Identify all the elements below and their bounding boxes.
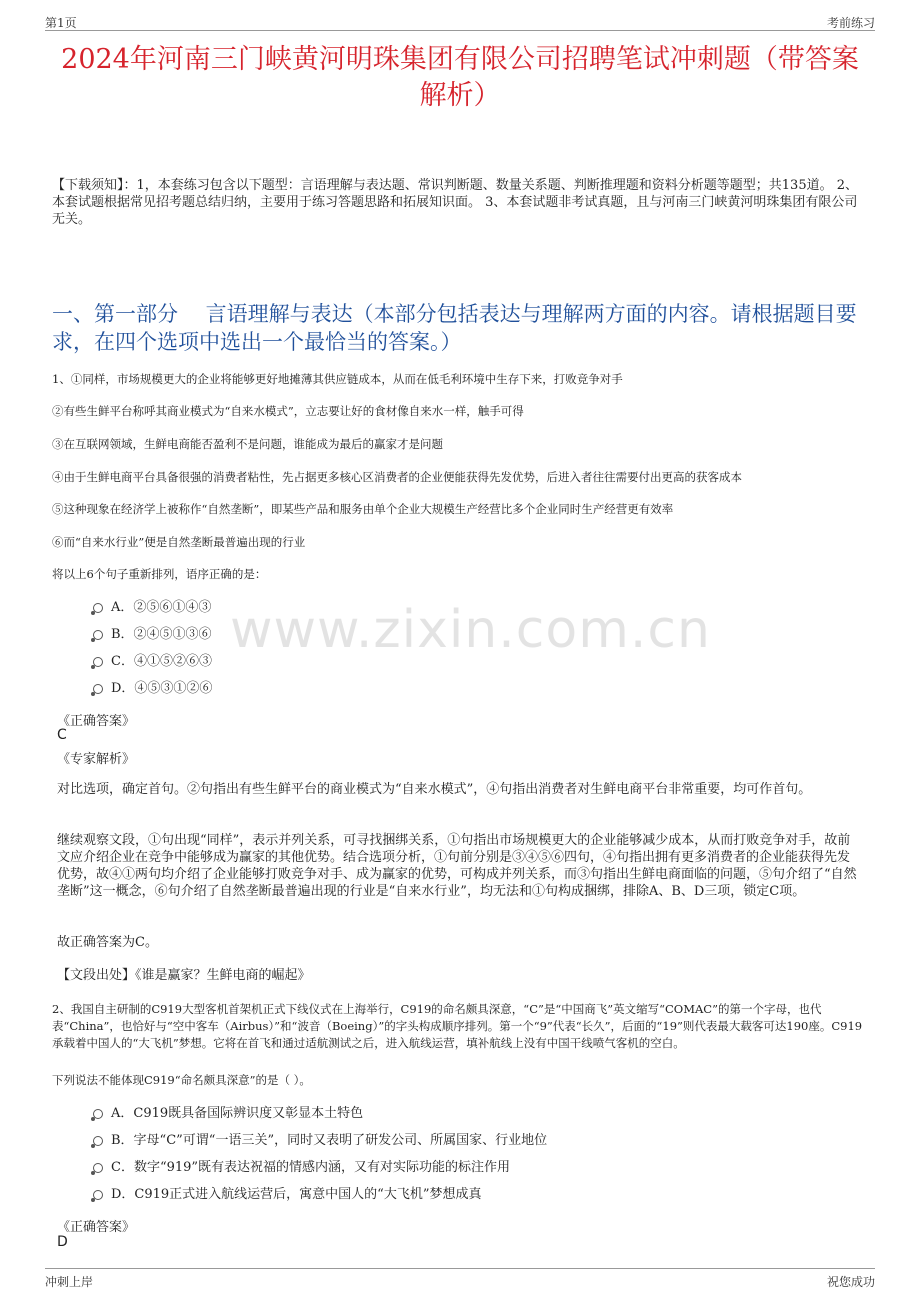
q1-sentence: ②有些生鲜平台称呼其商业模式为“自来水模式”，立志要让好的食材像自来水一样，触手可得 — [52, 404, 524, 418]
radio-icon[interactable] — [93, 603, 103, 613]
q1-sentence: 1、①同样，市场规模更大的企业将能够更好地摊薄其供应链成本，从而在低毛利环境中生存下来，打败竞争对手 — [52, 372, 623, 386]
q1-prompt: 将以上6个句子重新排列，语序正确的是： — [52, 567, 267, 581]
q1-option-c[interactable]: C．④①⑤②⑥③ — [93, 654, 212, 670]
q1-option-d[interactable]: D．④⑤③①②⑥ — [93, 681, 212, 697]
page-header — [45, 8, 875, 31]
q2-option-c[interactable]: C．数字“919”既有表达祝福的情感内涵，又有对实际功能的标注作用 — [93, 1160, 510, 1176]
q1-sentence: ⑥而“自来水行业”便是自然垄断最普遍出现的行业 — [52, 535, 306, 549]
q1-sentence: ④由于生鲜电商平台具备很强的消费者粘性，先占据更多核心区消费者的企业便能获得先发优势，后进入者往往需要付出更高的获客成本 — [52, 470, 742, 484]
radio-icon[interactable] — [93, 1163, 103, 1173]
q2-prompt: 下列说法不能体现C919“命名颇具深意”的是（ ）。 — [52, 1073, 311, 1087]
q1-answer-label: 《正确答案》 — [57, 714, 136, 729]
radio-icon[interactable] — [93, 1136, 103, 1146]
q2-answer-label: 《正确答案》 — [57, 1220, 136, 1235]
q1-analysis-label: 《专家解析》 — [57, 752, 136, 767]
q1-option-a[interactable]: A．②⑤⑥①④③ — [93, 600, 211, 616]
q1-sentence: ③在互联网领域，生鲜电商能否盈利不是问题，谁能成为最后的赢家才是问题 — [52, 437, 443, 451]
download-notice: 【下载须知】：1，本套练习包含以下题型：言语理解与表达题、常识判断题、数量关系题、判断推理题和资料分析题等题型；共135道。 2、本套试题根据常见招考题总结归纳，主要用于练习答题思路和拓展知识面。 3、本套试题非考试真题，且与河南三门峡黄河明珠集团有限公司无关。 — [52, 178, 858, 227]
radio-icon[interactable] — [93, 684, 103, 694]
q1-analysis-paragraph: 继续观察文段，①句出现“同样”，表示并列关系，可寻找捆绑关系，①句指出市场规模更大的企业能够减少成本，从而打败竞争对手，故前文应介绍企业在竞争中能够成为赢家的其他优势。结合选项分析，①句前分别是③④⑤⑥四句，④句指出拥有更多消费者的企业能获得先发优势，故④①两句均介绍了企业能够打败竞争对手、成为赢家的优势，可构成并列关系，而③句指出生鲜电商面临的问题，⑤句介绍了“自然垄断”这一概念，⑥句介绍了自然垄断最普遍出现的行业是“自来水行业”，均无法和①句构成捆绑，排除A、B、D三项，锁定C项。 — [57, 833, 857, 899]
radio-icon[interactable] — [93, 630, 103, 640]
q2-option-b[interactable]: B．字母“C”可谓“一语三关”，同时又表明了研发公司、所属国家、行业地位 — [93, 1133, 547, 1149]
radio-icon[interactable] — [93, 1190, 103, 1200]
q2-option-d[interactable]: D．C919正式进入航线运营后，寓意中国人的“大飞机”梦想成真 — [93, 1187, 481, 1203]
footer-left: 冲刺上岸 — [45, 1275, 94, 1289]
footer-right: 祝您成功 — [826, 1275, 875, 1289]
watermark: www.zixin.com.cn — [230, 600, 711, 660]
q1-answer: C — [57, 727, 67, 743]
q1-source: 【文段出处】《谁是赢家？生鲜电商的崛起》 — [57, 968, 311, 983]
q1-option-b[interactable]: B．②④⑤①③⑥ — [93, 627, 212, 643]
q1-sentence: ⑤这种现象在经济学上被称作“自然垄断”，即某些产品和服务由单个企业大规模生产经营比多个企业同时生产经营更有效率 — [52, 502, 674, 516]
q1-analysis-paragraph: 对比选项，确定首句。②句指出有些生鲜平台的商业模式为“自来水模式”，④句指出消费者对生鲜电商平台非常重要，均可作首句。 — [57, 782, 812, 797]
q2-stem: 2、我国自主研制的C919大型客机首架机正式下线仪式在上海举行，C919的命名颇具深意，“C”是“中国商飞”英文缩写“COMAC”的第一个字母，也代表“China”，也恰好与“空中客车（Airbus）”和“波音（Boeing）”的字头构成顺序排列。第一个“9”代表“长久”，后面的“19”则代表最大载客可达190座。C919承载着中国人的“大飞机”梦想。它将在首飞和通过适航测试之后，进入航线运营，填补航线上没有中国干线喷气客机的空白。 — [52, 1002, 863, 1050]
page-footer — [45, 1268, 875, 1289]
header-tag: 考前练习 — [826, 16, 875, 30]
q1-analysis-paragraph: 故正确答案为C。 — [57, 935, 158, 950]
q2-option-a[interactable]: A．C919既具备国际辨识度又彰显本土特色 — [93, 1106, 363, 1122]
radio-icon[interactable] — [93, 657, 103, 667]
section-heading: 一、第一部分 言语理解与表达（本部分包括表达与理解两方面的内容。请根据题目要求，在四个选项中选出一个最恰当的答案。） — [52, 302, 857, 354]
page-number: 第1页 — [45, 16, 77, 30]
q2-answer: D — [57, 1234, 68, 1250]
radio-icon[interactable] — [93, 1109, 103, 1119]
document-title: 2024年河南三门峡黄河明珠集团有限公司招聘笔试冲刺题（带答案解析） — [61, 44, 859, 111]
